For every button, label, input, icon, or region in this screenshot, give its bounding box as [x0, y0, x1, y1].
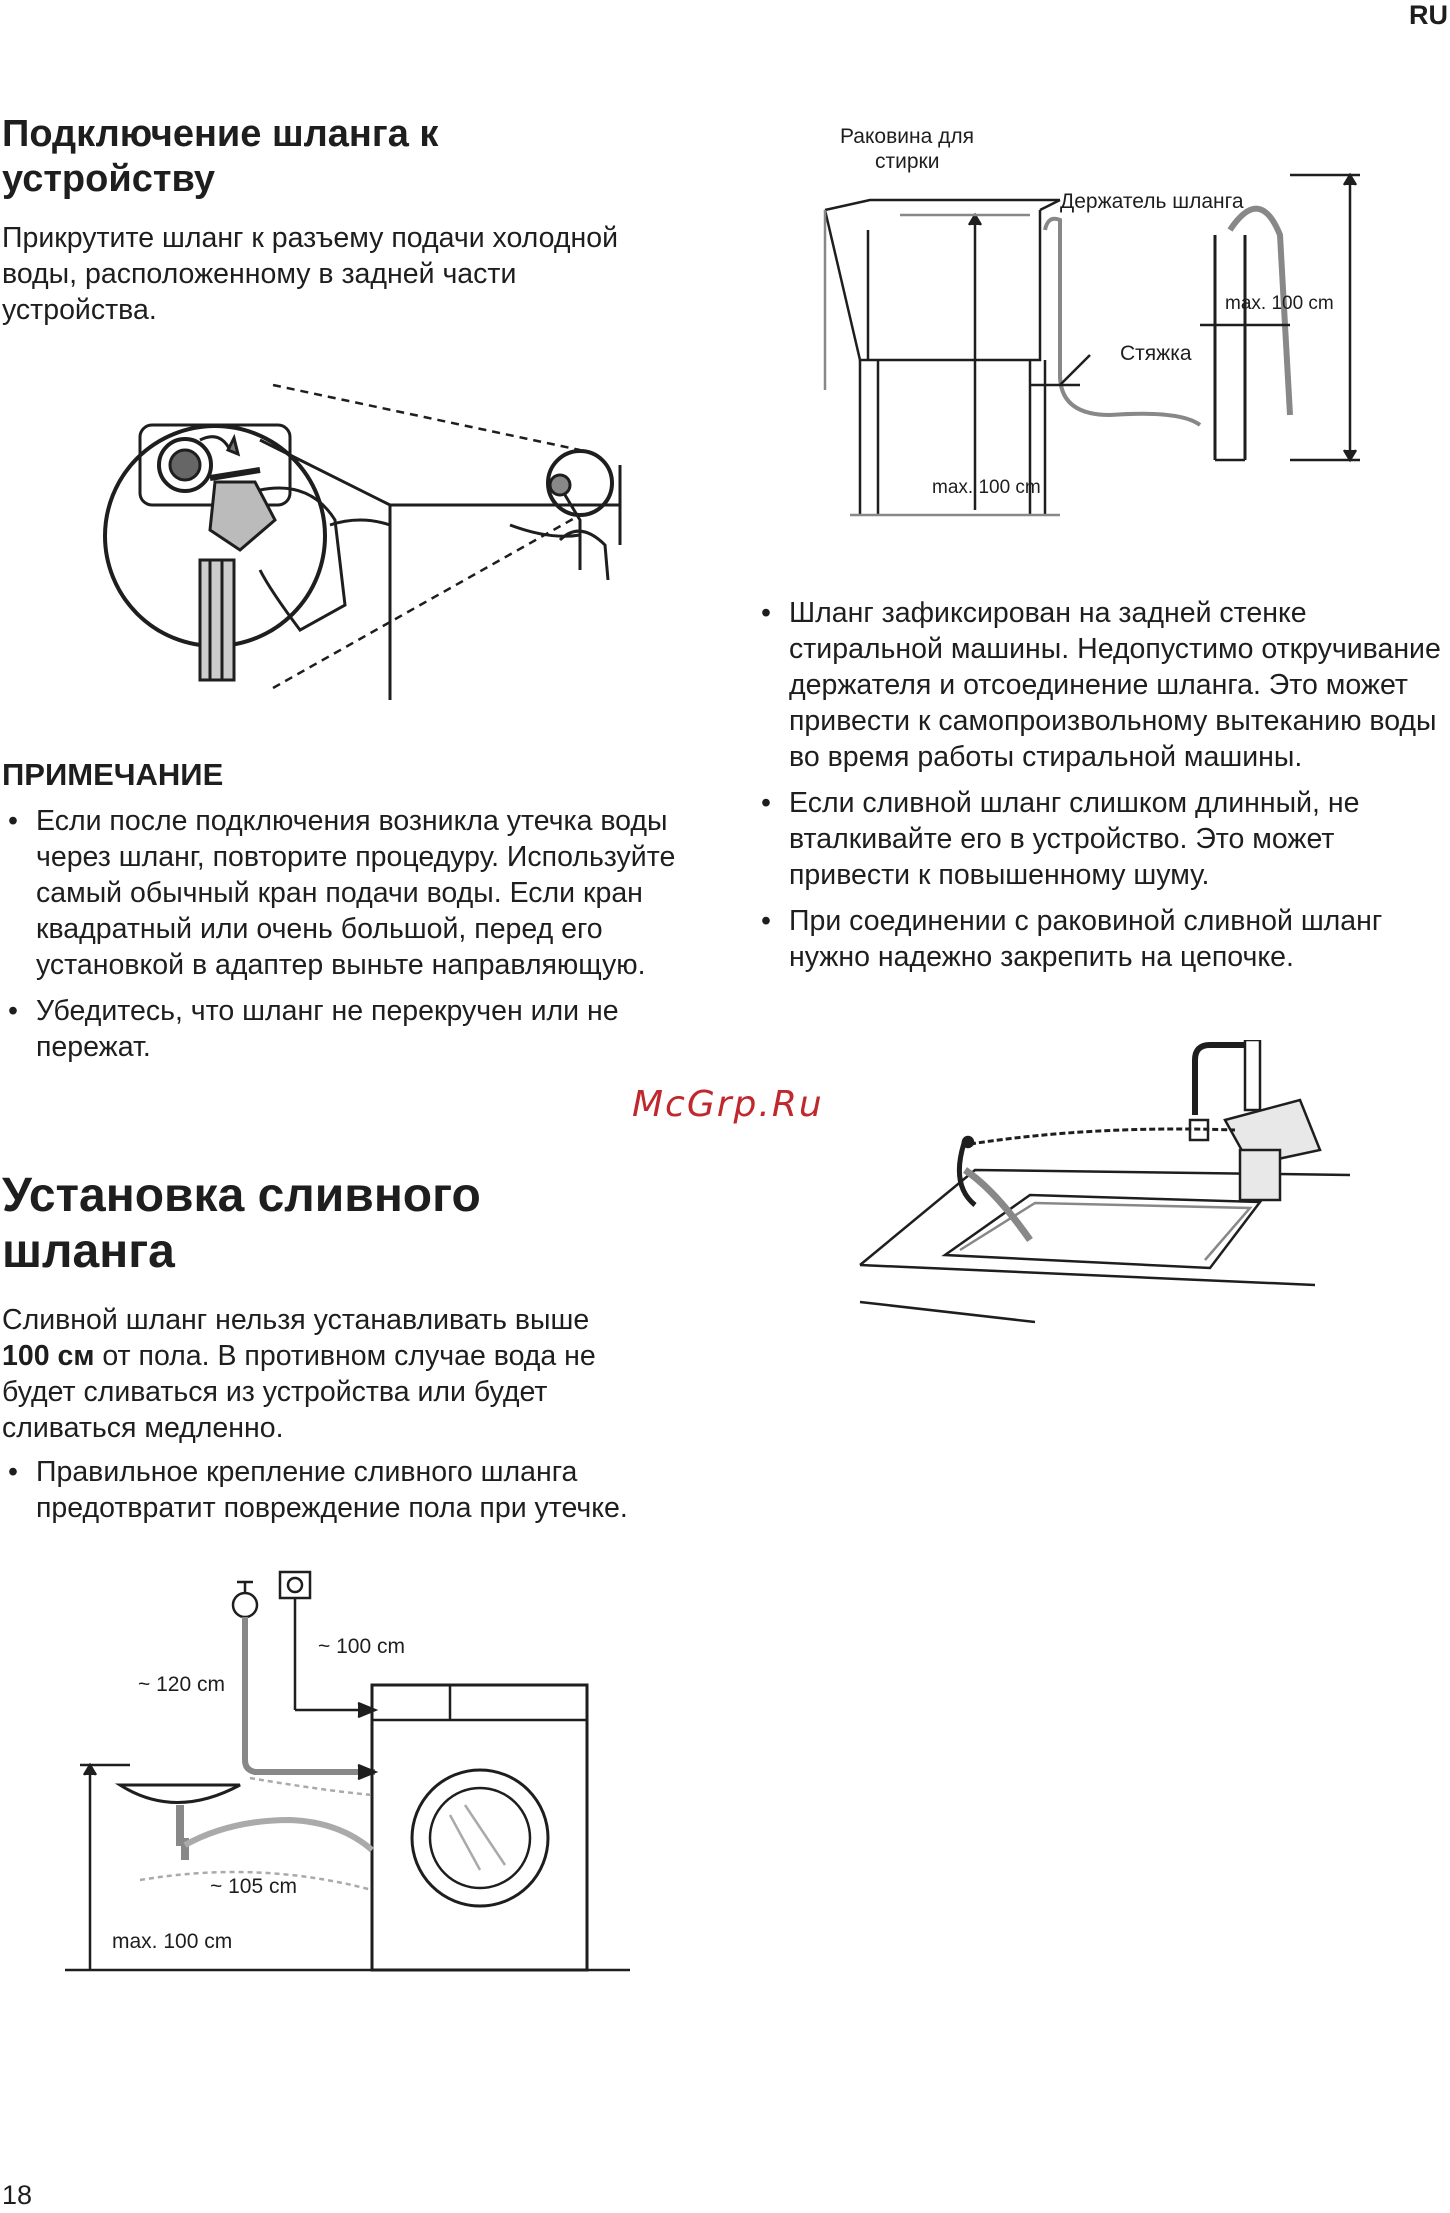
- page-number: 18: [2, 2180, 33, 2210]
- section-connect-body: Прикрутите шланг к разъему подачи холодной воды, расположенному в задней части устройства.: [2, 222, 618, 326]
- right-list-item: • Если сливной шланг слишком длинный, не вталкивайте его в устройство. Это может привести к повышенному шуму.: [755, 785, 1447, 893]
- note-title: ПРИМЕЧАНИЕ: [2, 757, 224, 792]
- language-code: RU: [1409, 0, 1448, 30]
- section-connect-hose: [2, 112, 662, 328]
- label-max-100cm-left: max. 100 cm: [932, 477, 1041, 498]
- label-105cm: ~ 105 cm: [210, 1875, 297, 1898]
- note-item: • Убедитесь, что шланг не перекручен или не пережат.: [2, 993, 692, 1065]
- note-list: [2, 803, 692, 1065]
- note-block: [2, 757, 692, 1075]
- right-list: [755, 595, 1447, 975]
- label-max-100cm: max. 100 cm: [112, 1930, 233, 1953]
- label-laundry-sink-2: стирки: [875, 150, 940, 173]
- section-connect-title: Подключение шланга к устройству: [2, 113, 439, 200]
- drain-list: [2, 1454, 702, 1526]
- label-laundry-sink: Раковина для: [840, 125, 974, 148]
- right-column-notes: [755, 595, 1447, 985]
- section-drain-body: Сливной шланг нельзя устанавливать выше 100 см от пола. В противном случае вода не будет сливаться из устройства или будет сливаться медленно.: [2, 1304, 596, 1444]
- label-max-100cm-right: max. 100 cm: [1225, 293, 1334, 314]
- section-drain-hose: [2, 1168, 702, 1536]
- label-hose-holder: Держатель шланга: [1060, 190, 1244, 213]
- watermark: McGrp.Ru: [632, 1084, 824, 1125]
- label-tie: Стяжка: [1120, 342, 1192, 365]
- section-drain-title: Установка сливного шланга: [2, 1169, 481, 1278]
- right-list-item: • При соединении с раковиной сливной шланг нужно надежно закрепить на цепочке.: [755, 903, 1447, 975]
- drain-hose-height-diagram: [60, 1560, 630, 1980]
- sink-chain-diagram: [855, 1040, 1355, 1325]
- laundry-tub-diagram: [820, 115, 1360, 530]
- label-100cm: ~ 100 cm: [318, 1635, 405, 1658]
- label-120cm: ~ 120 cm: [138, 1673, 225, 1696]
- drain-list-item: • Правильное крепление сливного шланга предотвратит повреждение пола при утечке.: [2, 1454, 702, 1526]
- note-item: • Если после подключения возникла утечка воды через шланг, повторите процедуру. Используйте самый обычный кран подачи воды. Если кран квадратный или очень большой, перед его установкой в адаптер выньте направляющую.: [2, 803, 692, 983]
- right-list-item: • Шланг зафиксирован на задней стенке стиральной машины. Недопустимо откручивание держателя и отсоединение шланга. Это может привести к самопроизвольному вытеканию воды во время работы стиральной машины.: [755, 595, 1447, 775]
- hose-connection-illustration: [60, 370, 660, 705]
